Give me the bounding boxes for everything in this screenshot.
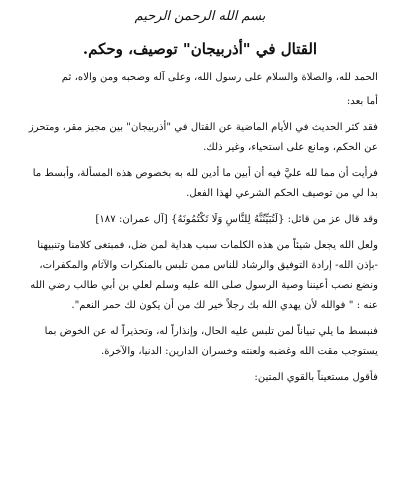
paragraph-closing: فأقول مستعيناً بالقوي المتين: (254, 372, 378, 383)
paragraph-opening: الحمد لله، والصلاة والسلام على رسول الله، وعلى آله وصحبه ومن والاه، ثم (61, 72, 378, 83)
paragraph-purpose: فرأيت أن مما لله عليَّ فيه أن أبين ما أدين لله به بخصوص هذه المسألة، وأبسط ما بدا لي من توصيف الحكم الشرعي لهذا الفعل. (32, 168, 378, 199)
paragraph-intro: فقد كثر الحديث في الأيام الماضية عن القتال في "أذربيجان" بين مجيز مقر، ومتحرز عن الحكم، ومانع على استحياء، وغير ذلك. (28, 122, 378, 153)
paragraph-verse: وقد قال عز من قائل: {لَتُبَيِّنُنَّهُ لِلنَّاسِ وَلَا تَكْتُمُونَهُ} [آل عمران: ١٨٧] (95, 214, 378, 225)
basmala-header: بسم الله الرحمن الرحيم (134, 9, 266, 24)
paragraph-amma-baad: أما بعد: (346, 96, 378, 107)
page-title: القتال في "أذربيجان" توصيف، وحكم. (82, 40, 318, 58)
paragraph-warning: فنبسط ما يلي تبياناً لمن تلبس عليه الحال، وإنذاراً له، وتحذيراً له عن الخوض بما يستوجب مقت الله وغضبه ولعنته وخسران الدارين: الدنيا، والآخرة. (44, 326, 378, 357)
paragraph-guidance: ولعل الله يجعل شيئاً من هذه الكلمات سبب هداية لمن ضل، فمبتغى كلامنا وتنبيهنا -بإذن الله- إرادة التوفيق والرشاد للناس ممن تلبس بالمنكرات والآثام والمكفرات، ونضع نصب أعيننا وصية الرسول صلى الله عليه وسلم لعلي بن أبي طالب رضي الله عنه : " فوالله لأن يهدي الله بك رجلاً خير لك من أن يكون لك حمر النعم". (30, 240, 378, 311)
